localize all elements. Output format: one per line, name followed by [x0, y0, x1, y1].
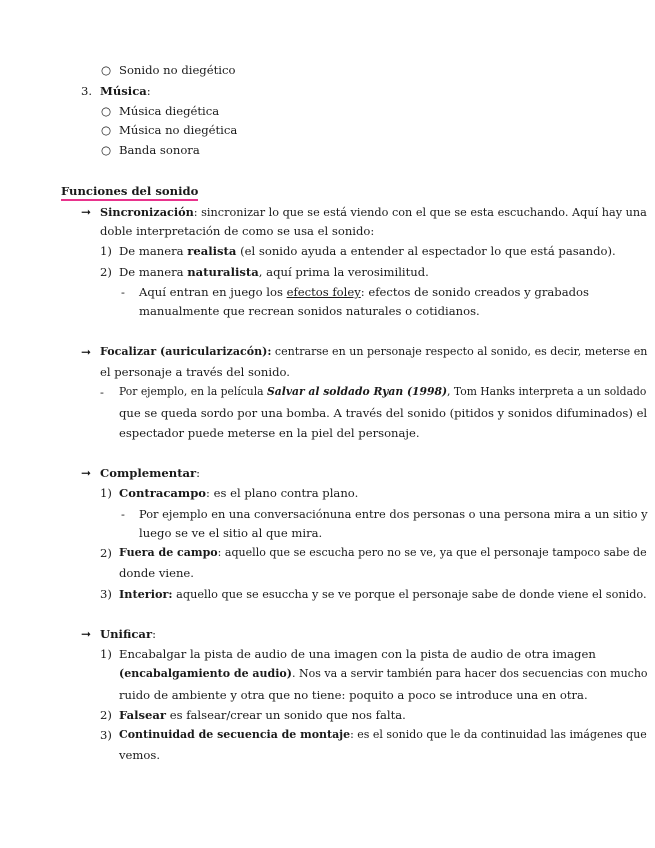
unify-term: Unificar: [100, 627, 153, 641]
paragraph-line: luego se ve el sitio al que mira.: [139, 526, 323, 540]
text-span: : es el plano contra plano.: [206, 486, 359, 500]
text-span: De manera: [119, 265, 188, 279]
paragraph-line: [100, 466, 200, 480]
underlined-term: efectos foley: [286, 285, 361, 299]
bullet-circle-icon: ○: [101, 104, 112, 118]
paragraph-line: manualmente que recrean sonidos naturales o cotidianos.: [139, 304, 480, 318]
list-item: Sonido no diegético: [119, 63, 236, 77]
list-number: 3): [100, 728, 112, 742]
bold-term: naturalista: [187, 265, 259, 279]
bold-term: Falsear: [119, 708, 167, 722]
paragraph-line: el personaje a través del sonido.: [100, 365, 290, 379]
list-item: Música diegética: [119, 104, 220, 118]
text-span: (el sonido ayuda a entender al espectador lo que está pasando).: [236, 244, 616, 258]
text-span: :: [196, 466, 201, 480]
paragraph-line: [100, 627, 156, 641]
bold-term: Fuera de campo: [119, 546, 218, 559]
bold-term: Continuidad de secuencia de montaje: [119, 728, 351, 741]
list-item: [119, 546, 647, 560]
bold-term: Contracampo: [119, 486, 207, 500]
paragraph-line: [119, 667, 648, 681]
paragraph-line: [100, 345, 647, 359]
dash-marker: -: [100, 385, 104, 399]
text-span: : es el sonido que le da continuidad las imágenes que: [350, 728, 647, 741]
list-item: [119, 728, 647, 742]
list-number: 1): [100, 244, 112, 258]
paragraph-line: doble interpretación de como se usa el sonido:: [100, 224, 375, 238]
list-number: 2): [100, 265, 112, 279]
paragraph-line: espectador puede meterse en la piel del personaje.: [119, 426, 420, 440]
list-item: Música no diegética: [119, 123, 238, 137]
text-span: : sincronizar lo que se está viendo con el que se esta escuchando. Aquí hay una: [193, 206, 647, 219]
section-heading: [61, 184, 198, 201]
text-span: , Tom Hanks interpreta a un soldado: [447, 385, 647, 398]
list-number: 2): [100, 708, 112, 722]
list-item: Banda sonora: [119, 143, 200, 157]
paragraph-line: donde viene.: [119, 566, 194, 580]
text-span: , aquí prima la verosimilitud.: [258, 265, 429, 279]
text-span: centrarse en un personaje respecto al sonido, es decir, meterse en: [271, 345, 648, 358]
list-item: [119, 486, 358, 500]
dash-marker: -: [121, 507, 125, 521]
item3-colon: :: [146, 84, 151, 98]
bullet-circle-icon: ○: [101, 63, 112, 77]
bullet-circle-icon: ○: [101, 143, 112, 157]
heading-underline: [61, 199, 198, 201]
list-item: Por ejemplo en una conversaciónuna entre dos personas o una persona mira a un sitio y: [139, 507, 648, 521]
film-title: Salvar al soldado Ryan (1998): [267, 385, 448, 398]
list-number: 1): [100, 486, 112, 500]
text-span: aquello que se esuccha y se ve porque el personaje sabe de donde viene el sonido.: [172, 588, 647, 601]
item3-label: Música: [100, 84, 147, 98]
list-number: 2): [100, 546, 112, 560]
sync-term: Sincronización: [100, 205, 194, 219]
list-item: [139, 285, 589, 299]
bold-term: realista: [187, 244, 237, 258]
section-heading-text: Funciones del sonido: [61, 184, 199, 198]
text-span: es falsear/crear un sonido que nos falta.: [166, 708, 406, 722]
paragraph-line: vemos.: [119, 748, 161, 762]
dash-marker: -: [121, 285, 125, 299]
list-number: 3.: [81, 84, 93, 98]
list-item: [119, 385, 646, 399]
arrow-icon: ➞: [81, 345, 92, 359]
list-item: [119, 708, 406, 722]
text-span: :: [152, 627, 156, 641]
bold-term: Interior:: [119, 587, 173, 601]
text-span: De manera: [119, 244, 188, 258]
paragraph-line: ruido de ambiente y otra que no tiene: poquito a poco se introduce una en otra.: [119, 688, 588, 702]
text-span: : efectos de sonido creados y grabados: [360, 285, 589, 299]
arrow-icon: ➞: [81, 627, 92, 641]
arrow-icon: ➞: [81, 205, 92, 219]
list-item: [100, 84, 151, 98]
text-span: Aquí entran en juego los: [139, 285, 287, 299]
text-span: . Nos va a servir también para hacer dos secuencias con mucho: [291, 667, 648, 680]
bullet-circle-icon: ○: [101, 123, 112, 137]
list-item: [119, 587, 647, 602]
text-span: : aquello que se escucha pero no se ve, ya que el personaje tampoco sabe de: [217, 546, 647, 559]
list-number: 3): [100, 587, 112, 601]
list-item: [119, 244, 616, 258]
list-item: Encabalgar la pista de audio de una imagen con la pista de audio de otra imagen: [119, 647, 596, 661]
arrow-icon: ➞: [81, 466, 92, 480]
focal-term: Focalizar (auricularizacón):: [100, 345, 272, 358]
paragraph-line: [100, 205, 647, 220]
complement-term: Complementar: [100, 466, 197, 480]
paragraph-line: que se queda sordo por una bomba. A través del sonido (pitidos y sonidos difuminados) el: [119, 406, 648, 420]
bold-term: (encabalgamiento de audio): [119, 667, 292, 680]
text-span: Por ejemplo, en la película: [119, 385, 267, 398]
list-number: 1): [100, 647, 112, 661]
list-item: [119, 265, 429, 279]
